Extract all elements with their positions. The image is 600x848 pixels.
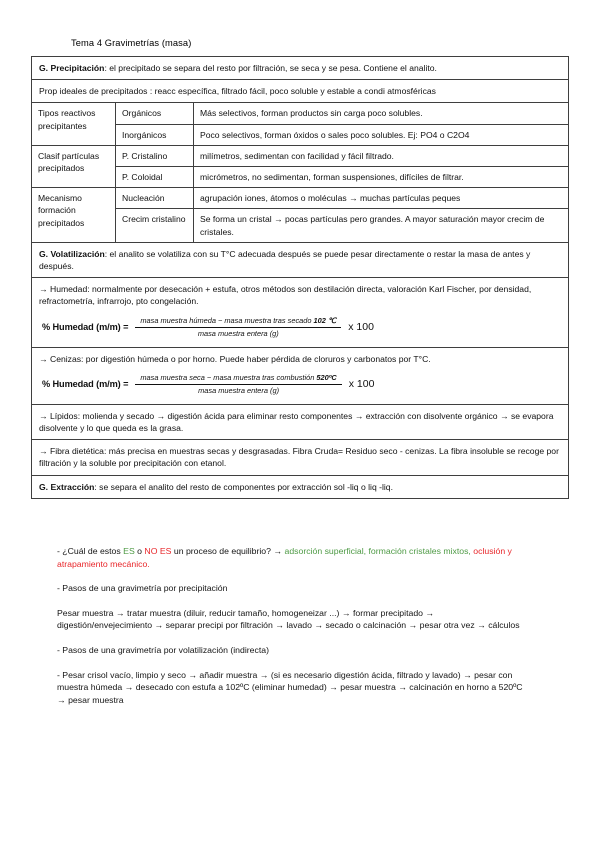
cenizas-multiplier: x 100 xyxy=(348,378,375,391)
note-steps-volat-heading: - Pasos de una gravimetría por volatilización (indirecta) xyxy=(57,644,269,655)
cell-precipitacion xyxy=(32,57,569,80)
table-row-fibra xyxy=(32,440,569,475)
cell-propiedades: Prop ideales de precipitados : reacc específica, filtrado fácil, poco soluble y estable a condi atmosféricas xyxy=(32,80,569,103)
note-question xyxy=(57,545,527,570)
question-green-answer: adsorción superficial, formación cristales mixtos, xyxy=(284,546,471,556)
cenizas-fraction xyxy=(135,373,341,396)
volatilizacion-text: : el analito se volatiliza con su T°C adecuada después se puede pesar directamente o restar la masa de antes y después. xyxy=(39,248,531,272)
humedad-multiplier: x 100 xyxy=(348,321,374,334)
cell-lipidos: → Lípidos: molienda y secado → digestión ácida para eliminar resto componentes → extracción con disolvente orgánico → se evapora disolvente y lo que queda es la grasa. xyxy=(32,404,569,439)
cenizas-numerator xyxy=(135,373,341,385)
table-row-cristalino xyxy=(32,145,569,166)
table-row-nucleacion xyxy=(32,188,569,209)
cenizas-numerator-b: 520ºC xyxy=(316,372,337,382)
question-part1: - ¿Cuál de estos xyxy=(57,546,124,556)
volatilizacion-label: G. Volatilización xyxy=(39,248,105,259)
description-nucleacion: agrupación iones, átomos o moléculas → muchas partículas peques xyxy=(194,188,569,209)
cenizas-denominator: masa muestra entera (g) xyxy=(198,385,280,395)
note-steps-volat-body: - Pesar crisol vacío, limpio y seco → añadir muestra → (si es necesario digestión ácida, filtrado y lavado) → pesar con muestra húmeda → desecado con estufa a 102ºC (eliminar humedad) → pesar muestra → calcinación en horno a 520ºC → pesar muestra xyxy=(57,669,523,705)
subtype-crecim-cristalino: Crecim cristalino xyxy=(116,209,194,242)
cenizas-formula xyxy=(42,373,562,396)
note-steps-precip-heading: - Pasos de una gravimetría por precipitación xyxy=(57,583,228,594)
category-clasif-particulas: Clasif partículas precipitados xyxy=(32,145,116,187)
subtype-coloidal: P. Coloidal xyxy=(116,167,194,188)
page-title: Tema 4 Gravimetrías (masa) xyxy=(71,38,192,48)
humedad-formula xyxy=(42,316,562,339)
subtype-cristalino: P. Cristalino xyxy=(116,145,194,166)
cenizas-formula-lhs: % Humedad (m/m) = xyxy=(42,379,129,390)
humedad-fraction xyxy=(135,316,341,339)
humedad-formula-lhs: % Humedad (m/m) = xyxy=(42,322,129,333)
subtype-nucleacion: Nucleación xyxy=(116,188,194,209)
gravimetria-table xyxy=(31,56,569,499)
note-steps-precip-body: Pesar muestra → tratar muestra (diluir, reducir tamaño, homogeneizar ...) → formar precipitado → digestión/envejecimiento → separar precipi por filtración → lavado → secado o calcinación → pesar otra vez → cálculos xyxy=(57,607,520,631)
humedad-text: → Humedad: normalmente por desecación + estufa, otros métodos son destilación directa, valoración Karl Fischer, por densidad, refractometría, infrarrojo, pto congelación. xyxy=(39,284,532,307)
table-row-precipitacion xyxy=(32,57,569,80)
table-row-extraccion xyxy=(32,475,569,498)
table-row-cenizas xyxy=(32,347,569,404)
description-coloidal: micrómetros, no sedimentan, forman suspensiones, difíciles de filtrar. xyxy=(194,167,569,188)
table-row-humedad xyxy=(32,278,569,347)
cell-fibra: → Fibra dietética: más precisa en muestras secas y desgrasadas. Fibra Cruda= Residuo seco - cenizas. La fibra insoluble se recoge por filtración y la soluble por precipitación con etanol. xyxy=(32,440,569,475)
subtype-organicos: Orgánicos xyxy=(116,103,194,124)
cell-volatilizacion xyxy=(32,242,569,277)
cell-humedad xyxy=(32,278,569,347)
extraccion-text: : se separa el analito del resto de componentes por extracción sol -liq o liq -liq. xyxy=(94,481,393,492)
humedad-numerator-b: 102 ℃ xyxy=(313,315,337,325)
cell-extraccion xyxy=(32,475,569,498)
question-red-answer: oclusión y atrapamiento mecánico. xyxy=(57,546,512,569)
question-es: ES xyxy=(123,546,135,556)
subtype-inorganicos: Inorgánicos xyxy=(116,124,194,145)
description-cristalino: milímetros, sedimentan con facilidad y fácil filtrado. xyxy=(194,145,569,166)
notes-section xyxy=(57,545,527,718)
cell-cenizas xyxy=(32,347,569,404)
question-part2: o xyxy=(134,546,145,556)
question-noes: NO ES xyxy=(144,546,172,556)
humedad-numerator-a: masa muestra húmeda − masa muestra tras secado xyxy=(140,315,314,325)
humedad-denominator: masa muestra entera (g) xyxy=(197,328,279,338)
extraccion-label: G. Extracción xyxy=(39,481,95,492)
description-crecim-cristalino: Se forma un cristal → pocas partículas pero grandes. A mayor saturación mayor crecim de cristales. xyxy=(194,209,569,242)
question-part3: un proceso de equilibrio? → xyxy=(171,546,285,556)
category-mecanismo-formacion: Mecanismo formación precipitados xyxy=(32,188,116,243)
precipitacion-text: : el precipitado se separa del resto por filtración, se seca y se pesa. Contiene el analito. xyxy=(104,63,437,73)
description-inorganicos: Poco selectivos, forman óxidos o sales poco solubles. Ej: PO4 o C2O4 xyxy=(194,124,569,145)
cenizas-numerator-a: masa muestra seca − masa muestra tras combustión xyxy=(140,372,317,382)
table-row-lipidos xyxy=(32,404,569,439)
precipitacion-label: G. Precipitación xyxy=(39,63,105,73)
category-tipos-reactivos: Tipos reactivos precipitantes xyxy=(32,103,116,145)
table-row-propiedades xyxy=(32,80,569,103)
humedad-numerator xyxy=(135,316,341,328)
table-row-volatilizacion xyxy=(32,242,569,277)
cenizas-text: → Cenizas: por digestión húmeda o por horno. Puede haber pérdida de cloruros y carbonatos por T°C. xyxy=(39,353,431,364)
table-row-organicos xyxy=(32,103,569,124)
description-organicos: Más selectivos, forman productos sin carga poco solubles. xyxy=(194,103,569,124)
